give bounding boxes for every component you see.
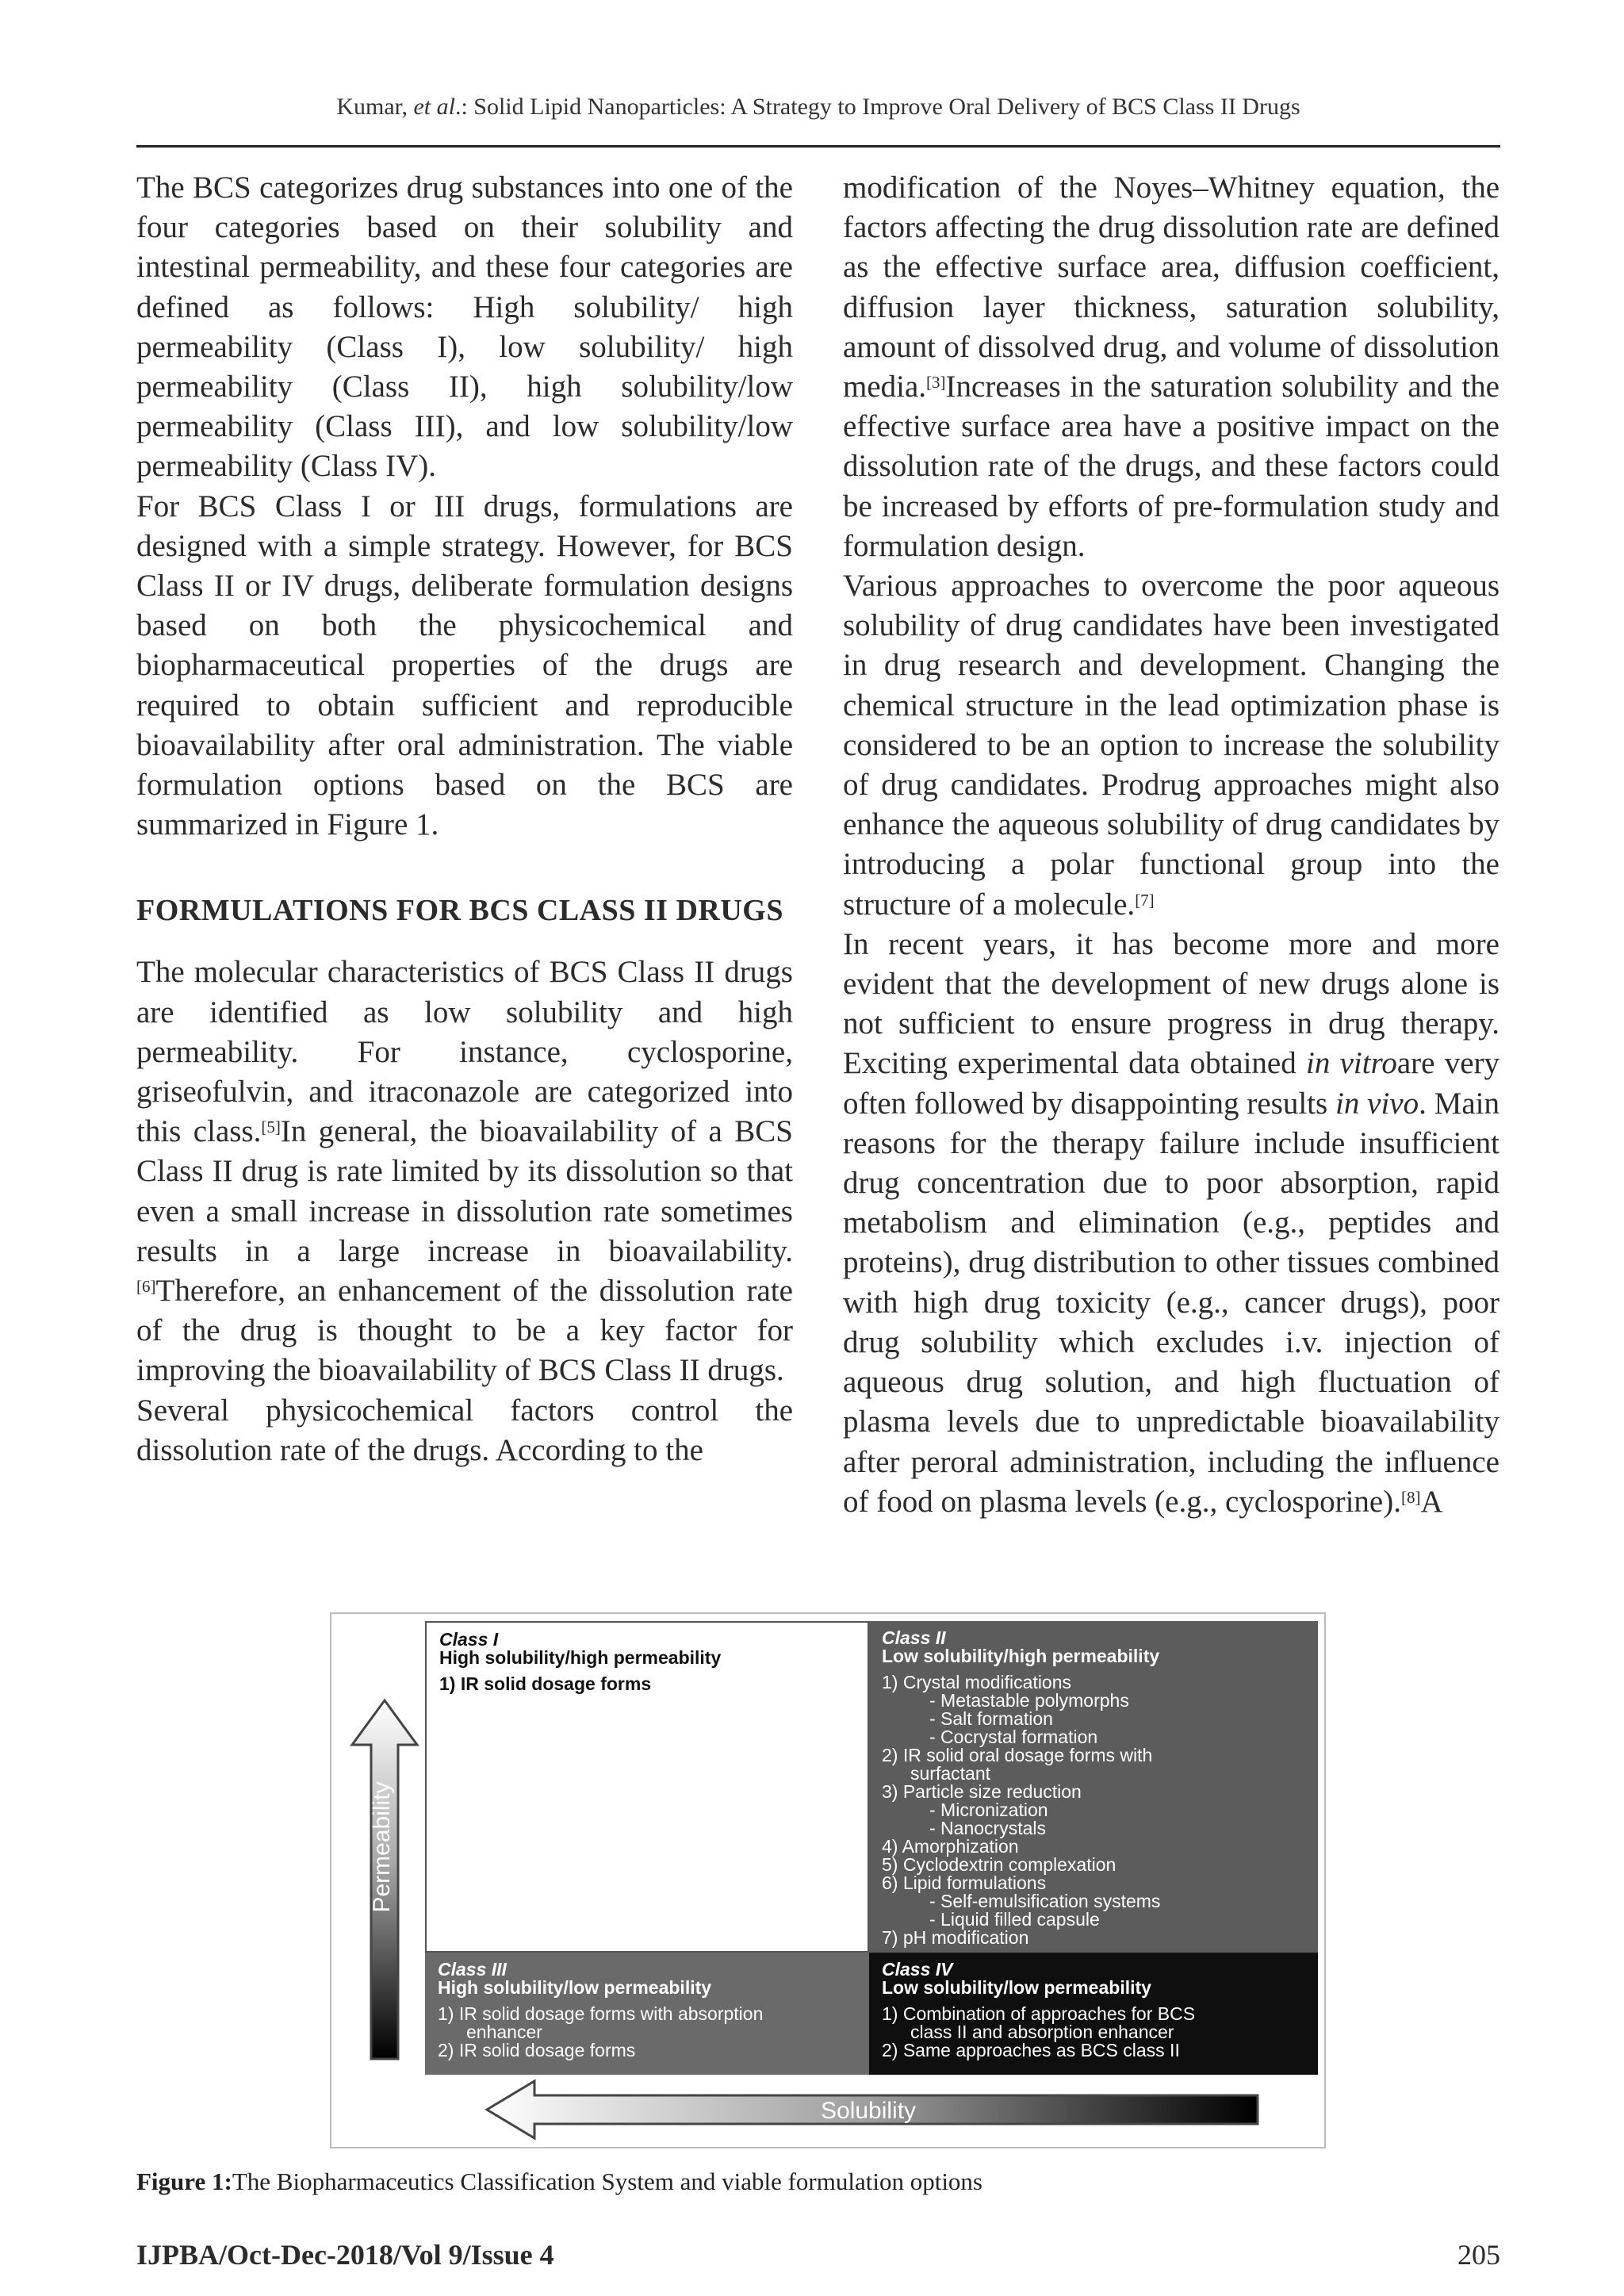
text-run: modification of the Noyes–Whitney equation, the factors affecting the drug dissolution rate are defined as the effective surface area, diffusion coefficient, diffusion layer thickness, saturation solubility, amount of dissolved drug, and volume of dissolution media. bbox=[843, 171, 1500, 404]
journal-footer: IJPBA/Oct-Dec-2018/Vol 9/Issue 4 bbox=[136, 2239, 554, 2271]
text-run: In recent years, it has become more and more evident that the development of new drugs alone is not sufficient to ensure progress in drug therapy. Exciting experimental data obtained bbox=[843, 926, 1500, 1081]
left-paragraph-1: The BCS categorizes drug substances into one of the four categories based on their solubility and intestinal permeability, and these four categories are defined as follows: High solubility/ high permeability (Class I), low solubility/ high permeability (Class II), high solubility/low permeability (Class III), and low solubility/low permeability (Class IV). bbox=[136, 171, 793, 484]
page-number: 205 bbox=[1457, 2239, 1500, 2271]
text-run: Various approaches to overcome the poor aqueous solubility of drug candidates have been investigated in drug research and development. Changing the chemical structure in the lead optimization phase is considered to be an option to increase the solubility of drug candidates. Prodrug approaches might also enhance the aqueous solubility of drug candidates by introducing a polar functional group into the structure of a molecule. bbox=[843, 569, 1500, 922]
list-item: - Salt formation bbox=[929, 1708, 1053, 1729]
class-1-title: High solubility/high permeability bbox=[439, 1647, 722, 1668]
text-run: In general, the bioavailability of a BCS Class II drug is rate limited by its dissolution so that even a small increase in dissolution rate sometimes results in a large increase in bioavailability. bbox=[136, 1114, 793, 1268]
left-paragraph-3 bbox=[136, 953, 793, 1390]
class-2-quadrant bbox=[869, 1621, 1318, 1953]
list-item: 6) Lipid formulations bbox=[882, 1872, 1047, 1893]
list-item: 4) Amorphization bbox=[882, 1836, 1019, 1857]
section-heading: FORMULATIONS FOR BCS CLASS II DRUGS bbox=[136, 894, 783, 928]
class-4-title: Low solubility/low permeability bbox=[882, 1977, 1151, 1998]
citation-5: [5] bbox=[261, 1117, 281, 1137]
left-column bbox=[136, 168, 793, 1470]
citation-7: [7] bbox=[1135, 890, 1155, 910]
class-4-list bbox=[882, 2005, 1305, 2060]
text-run: Therefore, an enhancement of the dissolution rate of the drug is thought to be a key factor for improving the bioavailability of BCS Class II drugs. bbox=[136, 1274, 793, 1388]
list-item: - Liquid filled capsule bbox=[929, 1909, 1100, 1930]
class-2-list bbox=[882, 1673, 1305, 1947]
text-run: The molecular characteristics of BCS Class II drugs are identified as low solubility and high permeability. For instance, cyclosporine, griseofulvin, and itraconazole are categorized into this class. bbox=[136, 955, 793, 1149]
list-item: - Metastable polymorphs bbox=[929, 1690, 1129, 1711]
text-run: A bbox=[1420, 1484, 1443, 1519]
header-title: .: Solid Lipid Nanoparticles: A Strategy to Improve Oral Delivery of BCS Class II Drugs bbox=[454, 94, 1300, 120]
header-rule bbox=[136, 145, 1500, 148]
left-paragraph-2: For BCS Class I or III drugs, formulations are designed with a simple strategy. However, for BCS Class II or IV drugs, deliberate formulation designs based on both the physicochemical and biopharmaceutical properties of the drugs are required to obtain sufficient and reproducible bioavailability after oral administration. The viable formulation options based on the BCS are summarized in Figure 1. bbox=[136, 489, 793, 842]
list-item: 1) IR solid dosage forms with absorption bbox=[438, 2003, 764, 2024]
class-3-title: High solubility/low permeability bbox=[438, 1977, 712, 1998]
right-column bbox=[843, 168, 1500, 1522]
caption-label: Figure 1: bbox=[136, 2168, 232, 2195]
class-3-list bbox=[438, 2005, 856, 2060]
class-1-list bbox=[439, 1675, 855, 1693]
list-item: - Cocrystal formation bbox=[929, 1727, 1098, 1747]
class-4-quadrant bbox=[869, 1953, 1318, 2075]
list-item: 1) IR solid dosage forms bbox=[439, 1673, 652, 1694]
citation-6: [6] bbox=[136, 1277, 156, 1297]
list-item: - Micronization bbox=[929, 1800, 1048, 1820]
citation-8: [8] bbox=[1400, 1487, 1421, 1507]
left-paragraph-4: Several physicochemical factors control the dissolution rate of the drugs. According to the bbox=[136, 1393, 793, 1467]
class-2-title: Low solubility/high permeability bbox=[882, 1646, 1160, 1666]
right-paragraph-2 bbox=[843, 566, 1500, 925]
list-item: class II and absorption enhancer bbox=[910, 2022, 1174, 2042]
italic-term: in vivo bbox=[1335, 1086, 1419, 1121]
italic-term: in bbox=[1306, 1046, 1331, 1081]
running-header bbox=[136, 94, 1500, 121]
list-item: 2) IR solid dosage forms bbox=[438, 2040, 636, 2060]
list-item: 1) Crystal modifications bbox=[882, 1672, 1072, 1692]
figure-caption bbox=[136, 2168, 982, 2196]
list-item: 2) Same approaches as BCS class II bbox=[882, 2040, 1180, 2060]
list-item: 1) Combination of approaches for BCS bbox=[882, 2003, 1196, 2024]
right-paragraph-3 bbox=[843, 925, 1500, 1522]
list-item: 7) pH modification bbox=[882, 1927, 1029, 1948]
header-author: Kumar, bbox=[336, 94, 408, 120]
list-item: enhancer bbox=[466, 2022, 542, 2042]
text-run: Increases in the saturation solubility and the effective surface area have a positive impact on the dissolution rate of the drugs, and these factors could be increased by efforts of pre-formulation study and formulation design. bbox=[843, 370, 1500, 563]
class-3-name: Class III bbox=[438, 1959, 507, 1980]
list-item: 5) Cyclodextrin complexation bbox=[882, 1854, 1116, 1875]
header-etal: et al bbox=[413, 94, 455, 120]
list-item: 3) Particle size reduction bbox=[882, 1781, 1082, 1802]
citation-3: [3] bbox=[926, 373, 946, 393]
class-2-name: Class II bbox=[882, 1627, 946, 1648]
list-item: 2) IR solid oral dosage forms with bbox=[882, 1745, 1153, 1765]
class-3-quadrant bbox=[425, 1953, 869, 2075]
class-4-name: Class IV bbox=[882, 1959, 953, 1980]
class-1-quadrant bbox=[425, 1621, 869, 1953]
list-item: - Self-emulsification systems bbox=[929, 1891, 1161, 1911]
italic-term: vitro bbox=[1339, 1046, 1397, 1081]
permeability-label: Permeability bbox=[369, 1781, 395, 1913]
caption-text: The Biopharmaceutics Classification System and viable formulation options bbox=[232, 2168, 982, 2195]
list-item: surfactant bbox=[910, 1763, 990, 1784]
list-item: - Nanocrystals bbox=[929, 1818, 1046, 1838]
text-run: . Main reasons for the therapy failure include insufficient drug concentration due to poor absorption, rapid metabolism and elimination (e.g., peptides and proteins), drug distribution to other tissues combined with high drug toxicity (e.g., cancer drugs), poor drug solubility which excludes i.v. injection of aqueous drug solution, and high fluctuation of plasma levels due to unpredictable bioavailability after peroral administration, including the influence of food on plasma levels (e.g., cyclosporine). bbox=[843, 1086, 1500, 1519]
right-paragraph-1 bbox=[843, 168, 1500, 566]
solubility-label: Solubility bbox=[821, 2098, 917, 2124]
class-1-name: Class I bbox=[439, 1629, 499, 1650]
text-run: are very often followed by disappointing results bbox=[843, 1046, 1500, 1121]
